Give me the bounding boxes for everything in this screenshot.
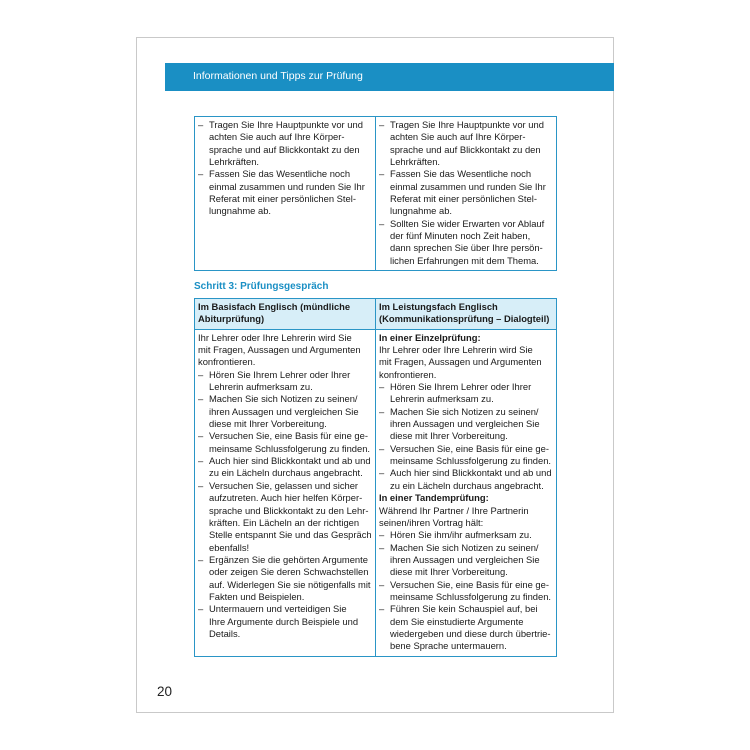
text-block [379, 344, 553, 381]
text-line: Ergänzen Sie die gehörten Argumente [209, 553, 368, 565]
text-line: Sollten Sie wider Erwarten vor Ablauf [390, 217, 545, 229]
text-line: meinsame Schlussfolgerung zu finden. [390, 590, 552, 602]
bullet-dash: – [198, 368, 204, 380]
text-line: lichen Erfahrungen mit dem Thema. [390, 254, 539, 266]
text-line: Lehrkräften. [390, 156, 441, 168]
list-item [198, 554, 372, 603]
bullet-dash: – [379, 578, 385, 590]
text-line: dann sprechen Sie über Ihre persön- [390, 242, 543, 254]
text-line: lungnahme ab. [390, 205, 453, 217]
leistungsfach-cell [376, 329, 557, 656]
table-row [195, 117, 557, 271]
list-item [379, 443, 553, 468]
text-line: Details. [209, 627, 241, 639]
bullet-dash: – [198, 393, 204, 405]
text-line: der fünf Minuten noch Zeit haben, [390, 230, 531, 242]
list-item-text [209, 168, 372, 217]
bullet-dash: – [379, 603, 385, 615]
bullet-dash: – [379, 168, 385, 180]
bullet-list [379, 529, 553, 652]
text-line: sprache und Blickkontakt zu den Lehr- [209, 504, 369, 516]
text-line: Stelle entspannt Sie und das Gespräch [209, 529, 372, 541]
text-line: Fassen Sie das Wesentliche noch [390, 168, 532, 180]
bullet-dash: – [379, 467, 385, 479]
bullet-dash: – [379, 541, 385, 553]
column-header-leistungsfach [376, 299, 557, 330]
list-item-text [209, 603, 372, 640]
text-line: Lehrerin aufmerksam zu. [390, 393, 494, 405]
text-line: Ihre Argumente durch Beispiele und [209, 615, 359, 627]
list-item-text [209, 119, 372, 168]
column-header-basisfach [195, 299, 376, 330]
list-item [379, 119, 553, 168]
list-item [198, 369, 372, 394]
text-line: Referat mit einer persönlichen Stel- [390, 193, 537, 205]
list-item-text [209, 430, 372, 455]
text-line: mit Fragen, Aussagen und Argumenten [198, 344, 361, 356]
list-item-text [390, 542, 553, 579]
bullet-dash: – [198, 479, 204, 491]
text-line: Führen Sie kein Schauspiel auf, bei [390, 603, 538, 615]
tips-cell-right [376, 117, 557, 271]
text-line: Versuchen Sie, eine Basis für eine ge- [390, 578, 549, 590]
text-line: diese mit Ihrer Vorbereitung. [390, 566, 508, 578]
list-item [379, 529, 553, 541]
bullet-dash: – [198, 430, 204, 442]
text-line: meinsame Schlussfolgerung zu finden. [209, 442, 371, 454]
bullet-dash: – [379, 381, 385, 393]
text-line: kräften. Ein Lächeln an der richtigen [209, 516, 360, 528]
list-item-text [390, 443, 553, 468]
text-line: Lehrkräften. [209, 156, 260, 168]
text-line: konfrontieren. [198, 356, 256, 368]
table-row [195, 329, 557, 656]
list-item-text [390, 467, 553, 492]
tips-cell-left [195, 117, 376, 271]
list-item [198, 480, 372, 554]
list-item-text [390, 529, 553, 541]
text-line: ebenfalls! [209, 541, 250, 553]
text-line: Lehrerin aufmerksam zu. [209, 381, 313, 393]
text-line: Machen Sie sich Notizen zu seinen/ [209, 393, 358, 405]
text-line: Im Basisfach Englisch (mündliche [198, 301, 351, 312]
text-line: ihren Aussagen und vergleichen Sie [390, 418, 540, 430]
text-line: einmal zusammen und runden Sie Ihr [209, 180, 365, 192]
list-item [379, 218, 553, 267]
text-line: oder zeigen Sie deren Schwachstellen [209, 566, 369, 578]
text-line: lungnahme ab. [209, 205, 272, 217]
bullet-list [379, 381, 553, 492]
page-number: 20 [157, 684, 173, 699]
basisfach-cell [195, 329, 376, 656]
list-item [379, 542, 553, 579]
list-item-text [209, 554, 372, 603]
list-item-text [390, 603, 553, 652]
text-line: zu ein Lächeln durchaus angebracht. [209, 467, 363, 479]
text-line: Auch hier sind Blickkontakt und ab und [390, 467, 552, 479]
bullet-list [379, 119, 553, 267]
text-line: Versuchen Sie, eine Basis für eine ge- [209, 430, 368, 442]
text-line: Während Ihr Partner / Ihre Partnerin [379, 504, 529, 516]
text-line: (Kommunikationsprüfung – Dialogteil) [379, 313, 550, 325]
text-line: wiedergeben und diese durch übertrie- [390, 627, 551, 639]
text-block [379, 505, 553, 530]
text-line: meinsame Schlussfolgerung zu finden. [390, 455, 552, 467]
text-line: Ihr Lehrer oder Ihre Lehrerin wird Sie [379, 344, 533, 356]
text-line: aufzutreten. Auch hier helfen Körper- [209, 492, 363, 504]
text-line: konfrontieren. [379, 368, 437, 380]
bullet-dash: – [198, 168, 204, 180]
list-item [198, 393, 372, 430]
text-line: Abiturprüfung) [198, 313, 265, 325]
text-block [198, 301, 372, 326]
bullet-list [198, 369, 372, 641]
text-line: Machen Sie sich Notizen zu seinen/ [390, 405, 539, 417]
text-line: Hören Sie Ihrem Lehrer oder Ihrer [209, 368, 351, 380]
text-line: einmal zusammen und runden Sie Ihr [390, 180, 546, 192]
list-item [198, 603, 372, 640]
text-line: Fassen Sie das Wesentliche noch [209, 168, 351, 180]
bullet-dash: – [379, 442, 385, 454]
bullet-dash: – [379, 405, 385, 417]
text-line: Ihr Lehrer oder Ihre Lehrerin wird Sie [198, 331, 352, 343]
list-item-text [390, 406, 553, 443]
text-line: Fakten und Beispielen. [209, 590, 305, 602]
text-line: Untermauern und verteidigen Sie [209, 603, 347, 615]
exam-table [194, 298, 557, 657]
section-title: Schritt 3: Prüfungsgespräch [194, 281, 329, 292]
list-item-text [390, 119, 553, 168]
text-line: Referat mit einer persönlichen Stel- [209, 193, 356, 205]
text-line: diese mit Ihrer Vorbereitung. [209, 418, 327, 430]
list-item [379, 579, 553, 604]
text-block [198, 332, 372, 369]
text-line: Tragen Sie Ihre Hauptpunkte vor und [209, 119, 363, 130]
text-line: mit Fragen, Aussagen und Argumenten [379, 356, 542, 368]
list-item [198, 168, 372, 217]
list-item-text [390, 381, 553, 406]
text-line: ihren Aussagen und vergleichen Sie [390, 553, 540, 565]
list-item-text [390, 168, 553, 217]
list-item-text [390, 218, 553, 267]
list-item-text [390, 579, 553, 604]
subheading-einzelpruefung: In einer Einzelprüfung: [379, 331, 481, 343]
text-line: zu ein Lächeln durchaus angebracht. [390, 479, 544, 491]
subheading-tandempruefung: In einer Tandemprüfung: [379, 492, 489, 504]
text-line: auf. Widerlegen Sie sie nötigenfalls mit [209, 578, 371, 590]
list-item-text [209, 480, 372, 554]
list-item [198, 455, 372, 480]
text-line: bene Sprache untermauern. [390, 640, 507, 652]
list-item [379, 603, 553, 652]
list-item-text [209, 369, 372, 394]
header-title: Informationen und Tipps zur Prüfung [193, 70, 363, 82]
text-line: sprache und auf Blickkontakt zu den [390, 143, 541, 155]
text-line: Auch hier sind Blickkontakt und ab und [209, 455, 371, 467]
text-line: seinen/ihren Vortrag hält: [379, 516, 484, 528]
text-block [379, 301, 553, 326]
text-line: Versuchen Sie, eine Basis für eine ge- [390, 442, 549, 454]
text-line: achten Sie auch auf Ihre Körper- [390, 131, 526, 143]
text-line: Im Leistungsfach Englisch [379, 301, 498, 312]
text-line: ihren Aussagen und vergleichen Sie [209, 405, 359, 417]
text-line: Machen Sie sich Notizen zu seinen/ [390, 541, 539, 553]
bullet-dash: – [198, 455, 204, 467]
table-header-row [195, 299, 557, 330]
bullet-list [198, 119, 372, 218]
list-item [379, 381, 553, 406]
list-item [198, 430, 372, 455]
text-line: Hören Sie Ihrem Lehrer oder Ihrer [390, 381, 532, 393]
bullet-dash: – [198, 603, 204, 615]
text-line: achten Sie auch auf Ihre Körper- [209, 131, 345, 143]
bullet-dash: – [379, 217, 385, 229]
bullet-dash: – [198, 119, 204, 130]
header-bar [165, 63, 614, 91]
text-line: diese mit Ihrer Vorbereitung. [390, 430, 508, 442]
list-item-text [209, 393, 372, 430]
list-item-text [209, 455, 372, 480]
text-line: Tragen Sie Ihre Hauptpunkte vor und [390, 119, 544, 130]
bullet-dash: – [198, 553, 204, 565]
list-item [198, 119, 372, 168]
list-item [379, 406, 553, 443]
text-line: dem Sie einstudierte Argumente [390, 615, 524, 627]
list-item [379, 467, 553, 492]
text-line: Versuchen Sie, gelassen und sicher [209, 479, 359, 491]
tips-table [194, 116, 557, 271]
bullet-dash: – [379, 529, 385, 541]
bullet-dash: – [379, 119, 385, 130]
list-item [379, 168, 553, 217]
text-line: Hören Sie ihm/ihr aufmerksam zu. [390, 529, 532, 541]
text-line: sprache und auf Blickkontakt zu den [209, 143, 360, 155]
